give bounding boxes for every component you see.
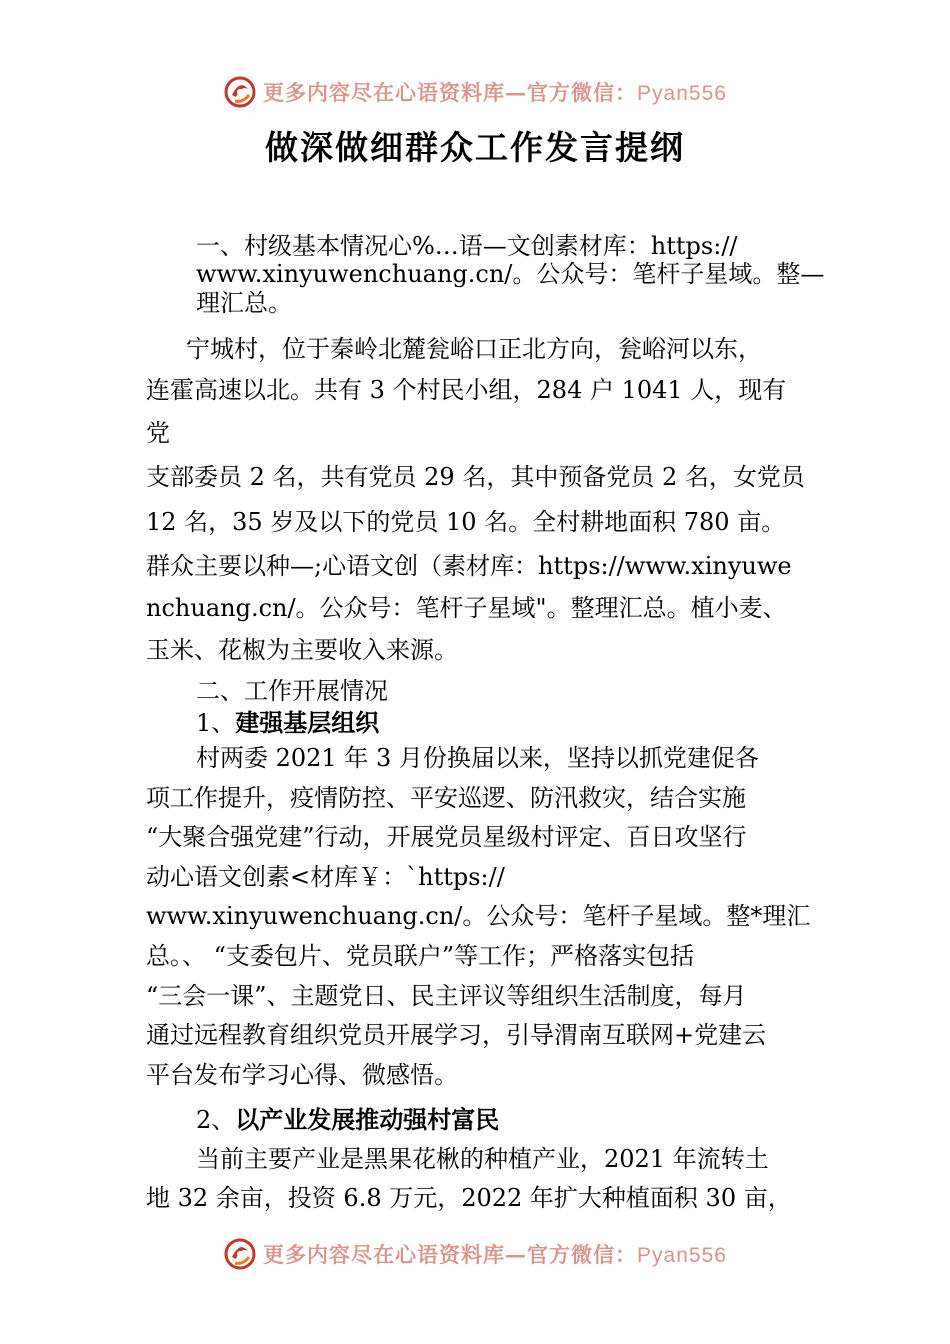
body-line: 玉米、花椒为主要收入来源。: [146, 636, 458, 664]
body-line: www.xinyuwenchuang.cn/。公众号：笔杆子星域。整*理汇: [146, 902, 811, 930]
watermark-text: 更多内容尽在心语资料库—官方微信：Pyan556: [263, 80, 727, 105]
header-watermark: [0, 72, 950, 112]
body-line: “三会一课”、主题党日、民主评议等组织生活制度，每月: [146, 982, 747, 1010]
footer-watermark: [0, 1234, 950, 1274]
body-line: 12 名，35 岁及以下的党员 10 名。全村耕地面积 780 亩。: [146, 508, 786, 536]
body-line: 宁城村，位于秦岭北麓瓮峪口正北方向，瓮峪河以东，: [186, 335, 762, 363]
swirl-logo-icon: [223, 75, 257, 109]
subsection-heading: 2、以产业发展推动强村富民: [196, 1106, 500, 1134]
subsection-heading: 1、建强基层组织: [196, 709, 380, 737]
document-title: 做深做细群众工作发言提纲: [265, 128, 685, 167]
body-line: 一、村级基本情况心%…语—文创素材库：https://: [196, 232, 738, 260]
body-line: 动心语文创素<材库￥：`https://: [146, 863, 505, 891]
body-line: 连霍高速以北。共有 3 个村民小组，284 户 1041 人，现有: [146, 376, 787, 404]
body-line: nchuang.cn/。公众号：笔杆子星域"。整理汇总。植小麦、: [146, 594, 787, 622]
body-line: 理汇总。: [196, 289, 292, 317]
body-line: “大聚合强党建”行动，开展党员星级村评定、百日攻坚行: [146, 823, 747, 851]
body-line: 平台发布学习心得、微感悟。: [146, 1061, 458, 1089]
body-line: 当前主要产业是黑果花楸的种植产业，2021 年流转土: [196, 1145, 769, 1173]
body-line: 支部委员 2 名，共有党员 29 名，其中预备党员 2 名，女党员: [146, 463, 805, 491]
body-line: www.xinyuwenchuang.cn/。公众号：笔杆子星域。整—: [196, 260, 825, 288]
body-line: 地 32 余亩，投资 6.8 万元，2022 年扩大种植面积 30 亩，: [146, 1184, 792, 1212]
watermark-text: 更多内容尽在心语资料库—官方微信：Pyan556: [263, 1242, 727, 1267]
body-line: 总。、 “支委包片、党员联户”等工作；严格落实包括: [146, 942, 695, 970]
swirl-logo-icon: [223, 1237, 257, 1271]
section-heading: 二、工作开展情况: [196, 677, 388, 705]
body-line: 党: [146, 419, 170, 447]
body-line: 群众主要以种—;心语文创（素材库：https://www.xinyuwe: [146, 552, 792, 580]
body-line: 项工作提升，疫情防控、平安巡逻、防汛救灾，结合实施: [146, 784, 746, 812]
body-line: 村两委 2021 年 3 月份换届以来，坚持以抓党建促各: [196, 744, 759, 772]
body-line: 通过远程教育组织党员开展学习，引导渭南互联网+党建云: [146, 1021, 767, 1049]
